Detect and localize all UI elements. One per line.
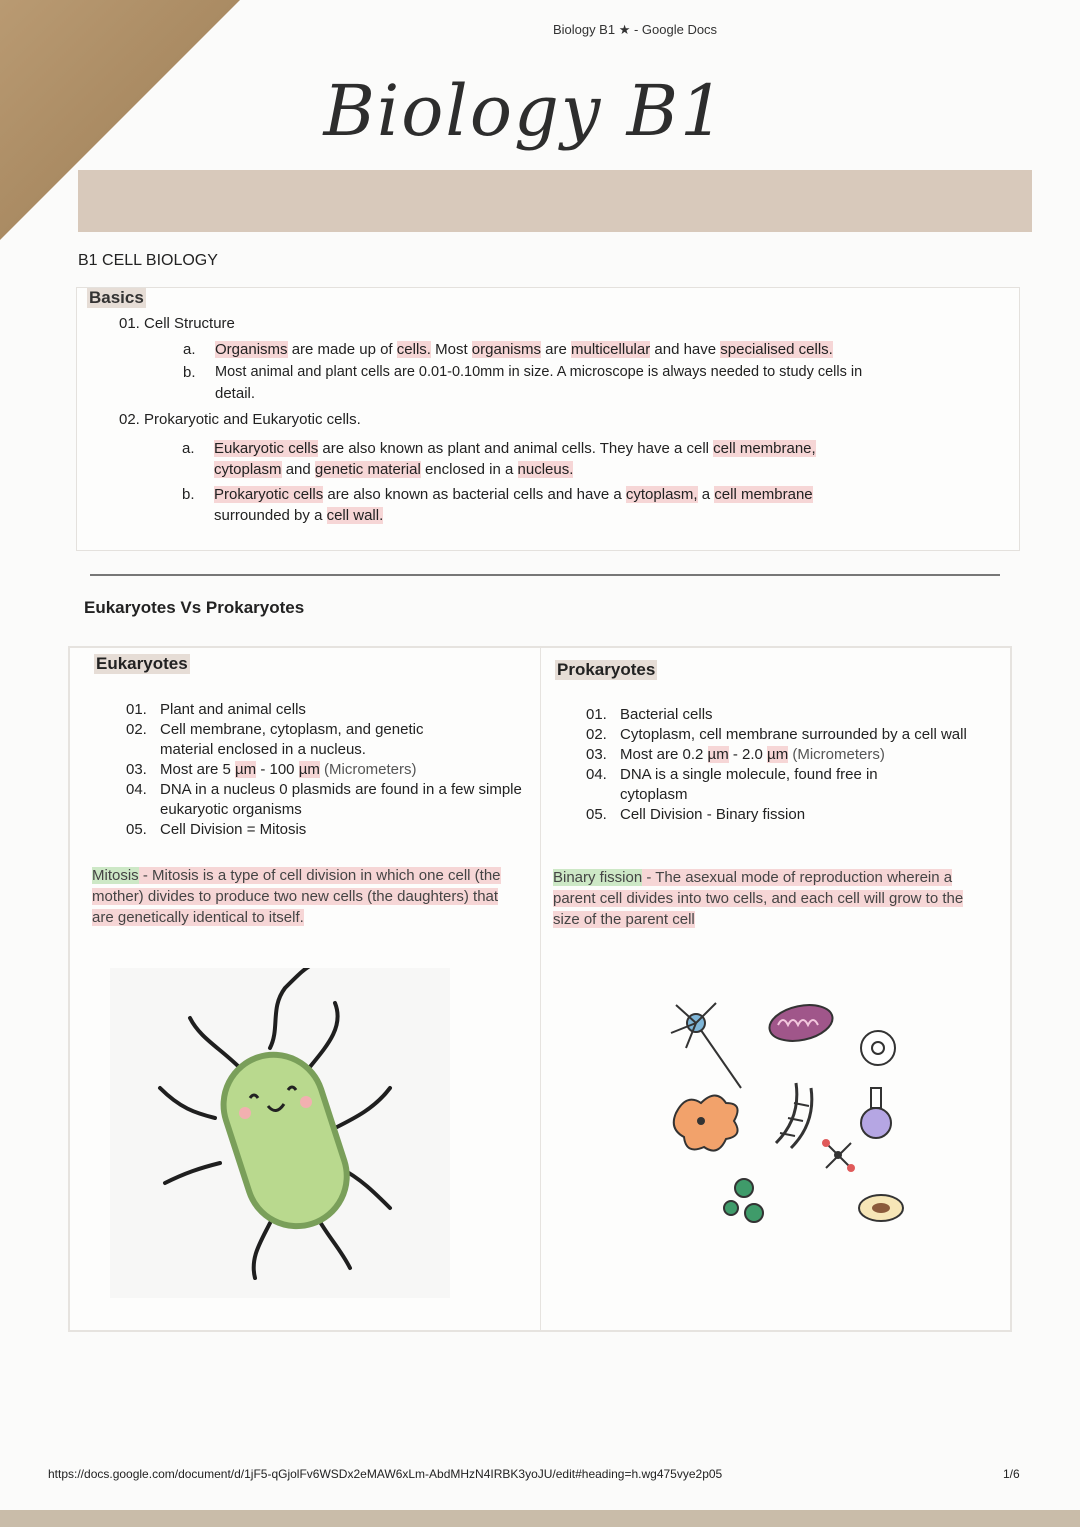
binary-fission-definition: Binary fission - The asexual mode of reproduction wherein a parent cell divides into two cells, and each cell will grow to the size of the parent cell (553, 869, 964, 928)
comparison-title: Eukaryotes Vs Prokaryotes (84, 598, 305, 617)
title-banner (78, 170, 1032, 232)
cell-icon (861, 1031, 895, 1065)
list-item: 03. Most are 0.2 µm - 2.0 µm (Micrometers) (586, 746, 885, 763)
mitochondria-icon (766, 1000, 836, 1047)
browser-doc-title: Biology B1 ★ - Google Docs (552, 22, 718, 37)
list-item: 03. Most are 5 µm - 100 µm (Micrometers) (126, 761, 417, 778)
list-item: 01. Plant and animal cells (126, 701, 306, 718)
molecule-icon (822, 1139, 855, 1172)
eukaryotes-heading: Eukaryotes (96, 654, 188, 673)
bacterium-small-icon (859, 1195, 903, 1221)
list-item: 04. DNA is a single molecule, found free in cytoplasm (586, 766, 878, 803)
list-item: 05. Cell Division = Mitosis (126, 821, 307, 838)
footer-url: https://docs.google.com/document/d/1jF5-qGjolFv6WSDx2eMAW6xLm-AbdMHzN4IRBK3yoJU/edit#heading=h.wg475vye2p05 (48, 1467, 723, 1481)
prokaryotes-list (586, 705, 1001, 825)
list-subitem: b. Prokaryotic cells are also known as bacterial cells and have a cytoplasm, a cell membrane surrounded by a cell wall. (182, 486, 813, 524)
mitosis-definition: Mitosis - Mitosis is a type of cell division in which one cell (the mother) divides to produce two new cells (the daughters) that are genetically identical to itself. (92, 867, 501, 926)
list-item: 02. Prokaryotic and Eukaryotic cells. (119, 411, 361, 428)
prokaryotes-column (541, 648, 1010, 1330)
basics-heading: Basics (89, 288, 144, 307)
eukaryotes-list (126, 700, 526, 840)
list-item: 01. Bacterial cells (586, 706, 713, 723)
virus-icon (724, 1179, 763, 1222)
section-divider (90, 574, 1000, 576)
flask-icon (861, 1088, 891, 1138)
dna-icon (776, 1083, 812, 1148)
page-bottom-edge (0, 1510, 1080, 1527)
list-subitem: a. Eukaryotic cells are also known as plant and animal cells. They have a cell cell membrane, cytoplasm and genetic material enclosed in a nucleus. (182, 440, 816, 478)
page-number: 1/6 (1003, 1467, 1020, 1481)
cell-stickers (656, 993, 916, 1263)
section-title: B1 CELL BIOLOGY (78, 252, 218, 269)
list-item: 04. DNA in a nucleus 0 plasmids are found in a few simple eukaryotic organisms (126, 781, 522, 818)
neuron-icon (671, 1003, 741, 1088)
eukaryotes-column (70, 648, 541, 1330)
list-item: 02. Cell membrane, cytoplasm, and genetic material enclosed in a nucleus. (126, 721, 424, 758)
list-subitem: a. Organisms are made up of cells. Most organisms are multicellular and have specialised cells. (183, 341, 833, 358)
list-subitem: b. Most animal and plant cells are 0.01-0.10mm in size. A microscope is always needed to study cells in detail. (183, 364, 863, 402)
bacterium-illustration (110, 968, 450, 1298)
page-title: Biology B1 (323, 70, 727, 152)
basics-section (76, 287, 1020, 551)
amoeba-icon (674, 1096, 738, 1151)
prokaryotes-heading: Prokaryotes (557, 660, 656, 679)
list-item: 05. Cell Division - Binary fission (586, 806, 806, 823)
comparison-table (68, 646, 1012, 1332)
list-item: 02. Cytoplasm, cell membrane surrounded by a cell wall (586, 726, 967, 743)
list-item: 01. Cell Structure (119, 315, 235, 332)
